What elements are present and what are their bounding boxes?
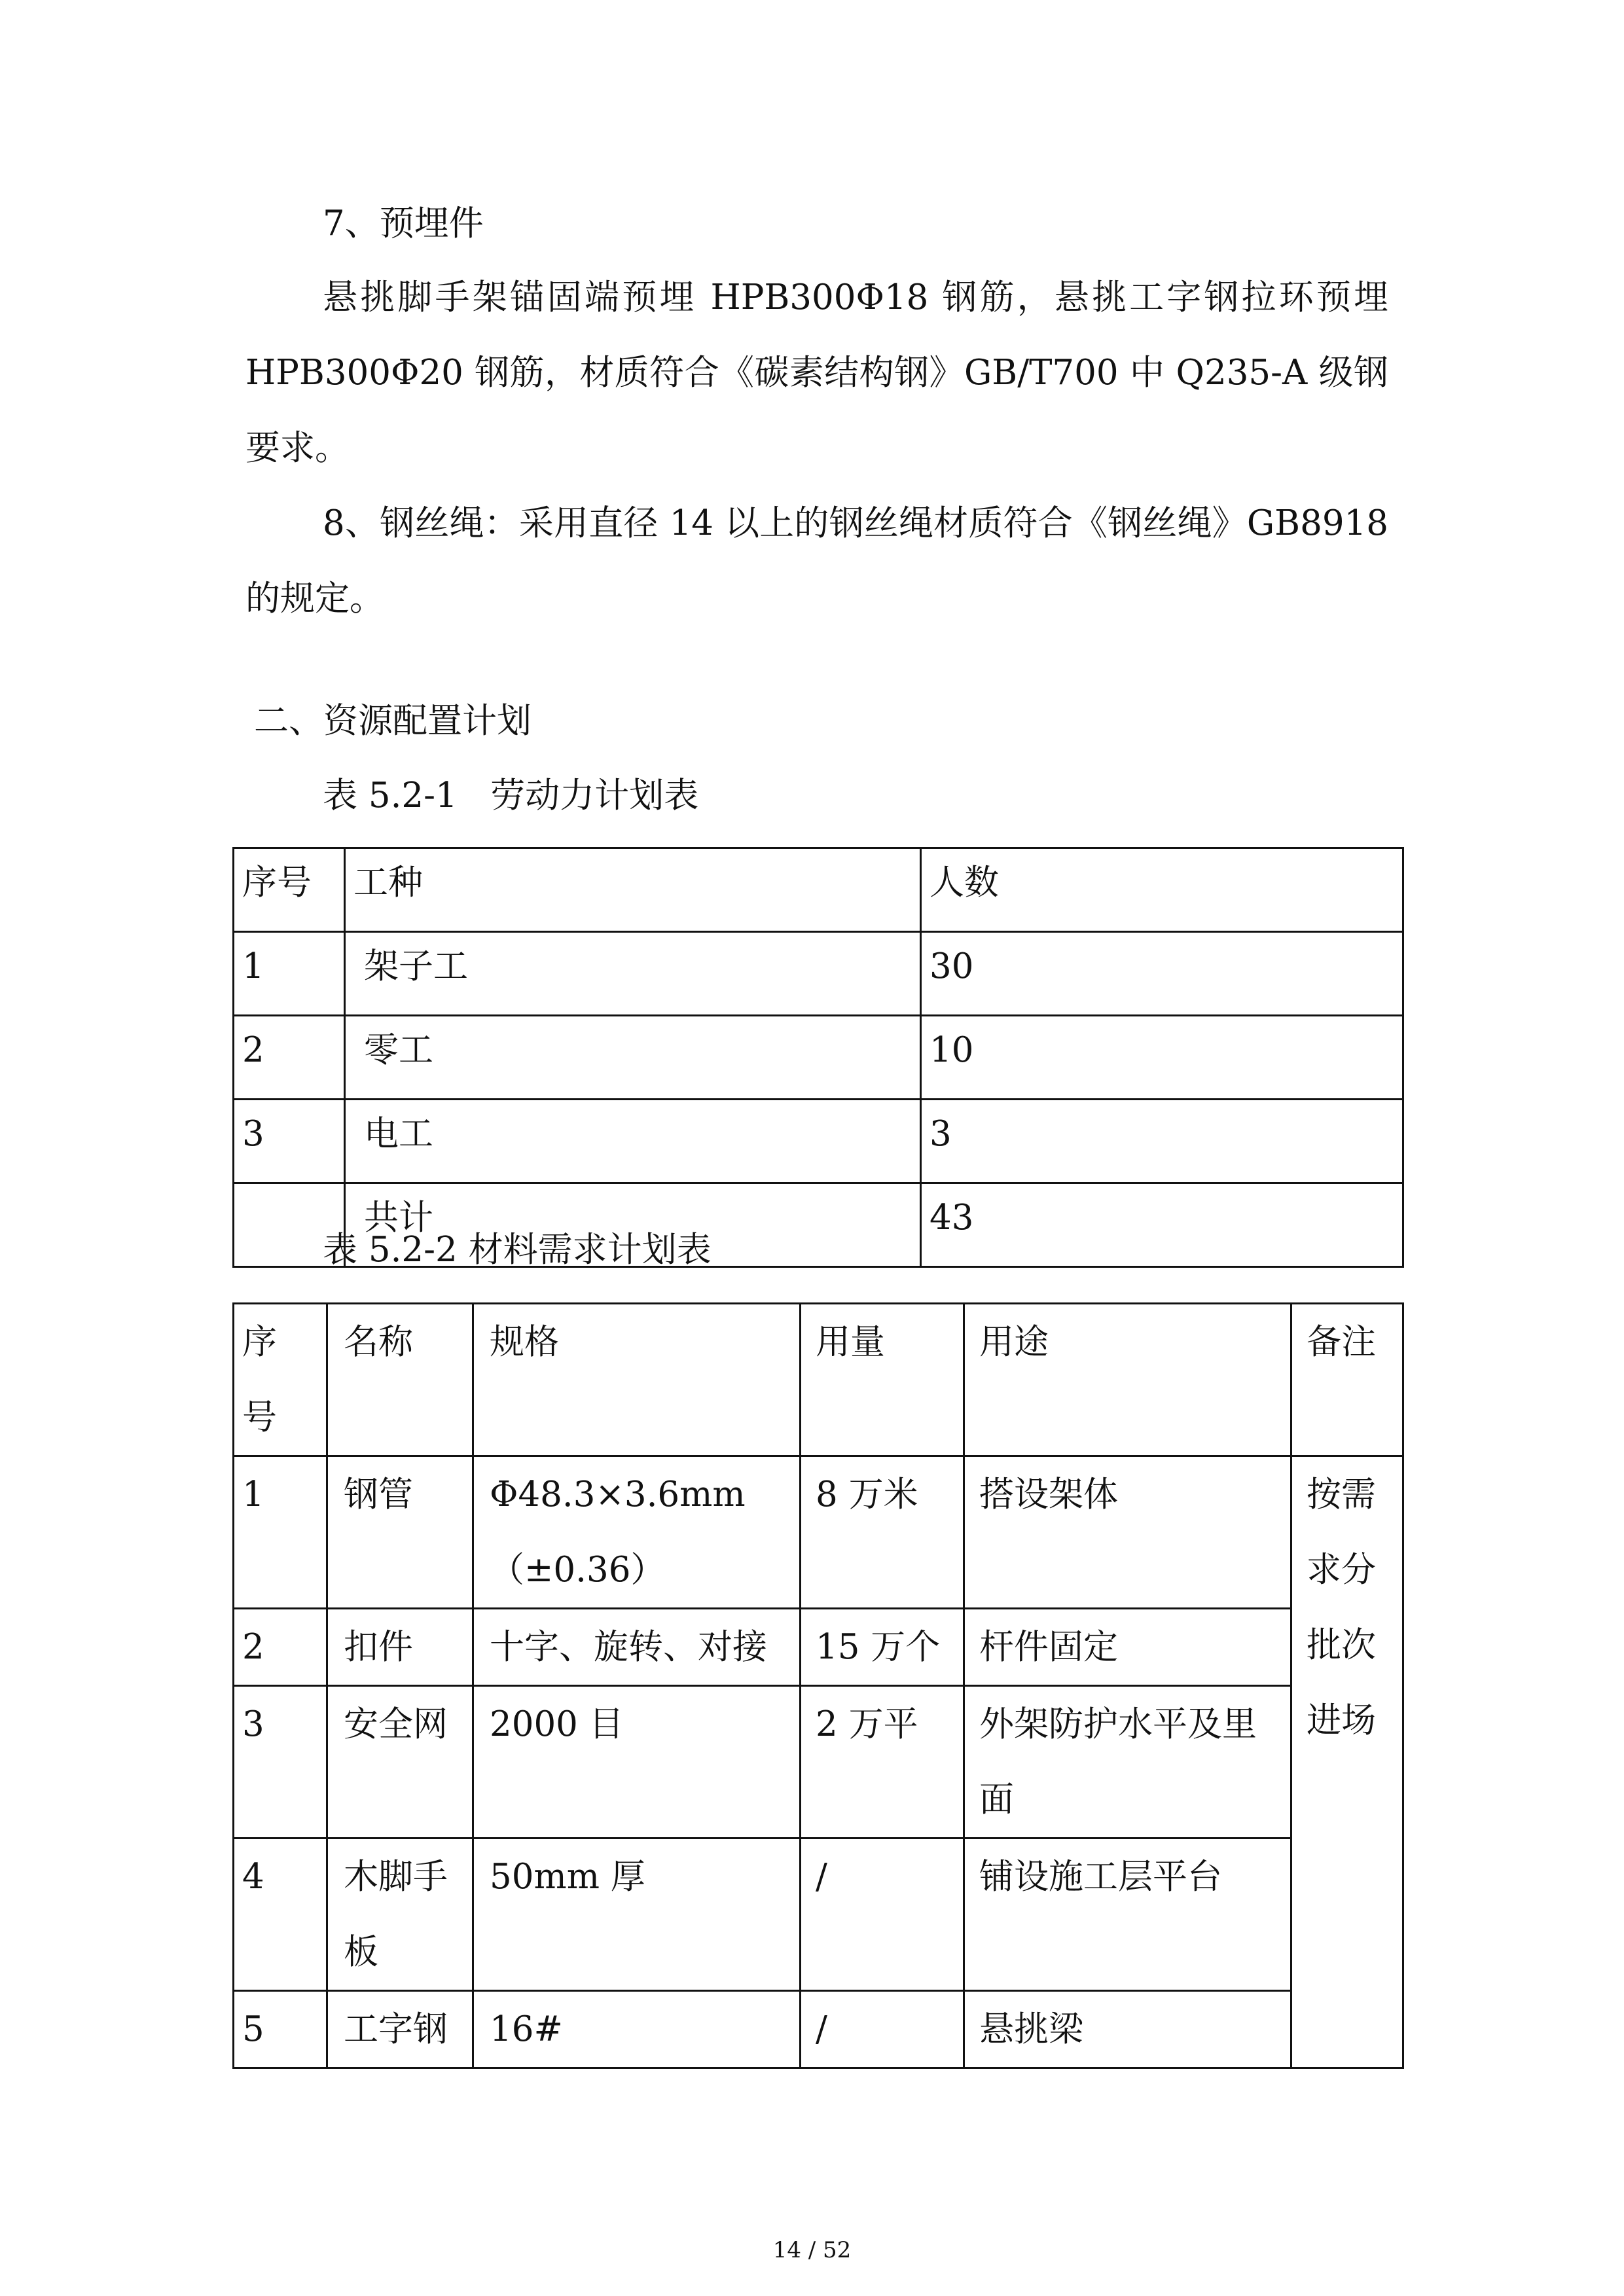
table-header-cell: 序号 [234,1304,327,1456]
table-cell: 十字、旋转、对接 [473,1609,801,1686]
table-header-cell: 工种 [345,848,921,932]
table-cell: 电工 [345,1100,921,1183]
table-row [234,1686,1403,1839]
table-row [234,1991,1403,2068]
section7-text-line1: 悬挑脚手架锚固端预埋 HPB300Φ18 钢筋，悬挑工字钢拉环预埋 [323,278,1388,317]
section7-text-line2: HPB300Φ20 钢筋，材质符合《碳素结构钢》GB/T700 中 Q235-A 级钢 [245,353,1388,393]
table-cell: 2 [234,1016,345,1100]
table-cell: 悬挑梁 [964,1991,1291,2068]
table-cell: / [801,1839,964,1991]
table-cell: / [801,1991,964,2068]
table1-caption: 表 5.2-1 劳动力计划表 [323,776,699,816]
table-row [234,1456,1403,1609]
table-cell: 外架防护水平及里面 [964,1686,1291,1839]
table-header-cell: 规格 [473,1304,801,1456]
table-header-row [234,1304,1403,1456]
table-header-row [234,848,1403,932]
table-cell: 2000 目 [473,1686,801,1839]
table-cell: 2 [234,1609,327,1686]
table2-caption: 表 5.2-2 材料需求计划表 [323,1230,712,1270]
table-cell: 43 [921,1183,1403,1267]
table-header-cell: 名称 [327,1304,473,1456]
table-row [234,1016,1403,1100]
table-cell: 30 [921,932,1403,1016]
table-cell: Φ48.3×3.6mm（±0.36） [473,1456,801,1609]
table-cell: 木脚手板 [327,1839,473,1991]
table-cell: 共计 [345,1183,921,1267]
table-cell: 扣件 [327,1609,473,1686]
table-cell: 15 万个 [801,1609,964,1686]
table-cell: 1 [234,932,345,1016]
table-header-cell: 用量 [801,1304,964,1456]
table-cell: 3 [921,1100,1403,1183]
remark-cell: 按需求分批次进场 [1291,1456,1403,2068]
table-cell: 架子工 [345,932,921,1016]
table-cell: 安全网 [327,1686,473,1839]
section7-heading: 7、预埋件 [323,204,484,243]
table-cell: 钢管 [327,1456,473,1609]
table-cell: 10 [921,1016,1403,1100]
section-title-resources: 二、资源配置计划 [254,701,532,741]
table-row [234,1609,1403,1686]
section8-text-line2: 的规定。 [245,579,384,619]
table-cell: 16# [473,1991,801,2068]
table-cell: 零工 [345,1016,921,1100]
table-row [234,1100,1403,1183]
table-cell: 3 [234,1100,345,1183]
table-cell: 铺设施工层平台 [964,1839,1291,1991]
table-cell: 4 [234,1839,327,1991]
section7-text-line3: 要求。 [245,428,350,468]
table-cell: 8 万米 [801,1456,964,1609]
page-number: 14 / 52 [772,2237,852,2263]
table-cell: 3 [234,1686,327,1839]
table-cell: 搭设架体 [964,1456,1291,1609]
material-plan-table [232,1302,1404,2069]
table-cell: 杆件固定 [964,1609,1291,1686]
table-header-cell: 用途 [964,1304,1291,1456]
table-cell: 2 万平 [801,1686,964,1839]
table-cell: 50mm 厚 [473,1839,801,1991]
table-cell: 工字钢 [327,1991,473,2068]
section8-text-line1: 8、钢丝绳：采用直径 14 以上的钢丝绳材质符合《钢丝绳》GB8918 [323,503,1388,543]
labor-plan-table [232,847,1404,1268]
table-cell: 5 [234,1991,327,2068]
table-row [234,932,1403,1016]
table-header-cell: 备注 [1291,1304,1403,1456]
table-header-cell: 人数 [921,848,1403,932]
table-header-cell: 序号 [234,848,345,932]
table-cell: 1 [234,1456,327,1609]
table-row [234,1839,1403,1991]
